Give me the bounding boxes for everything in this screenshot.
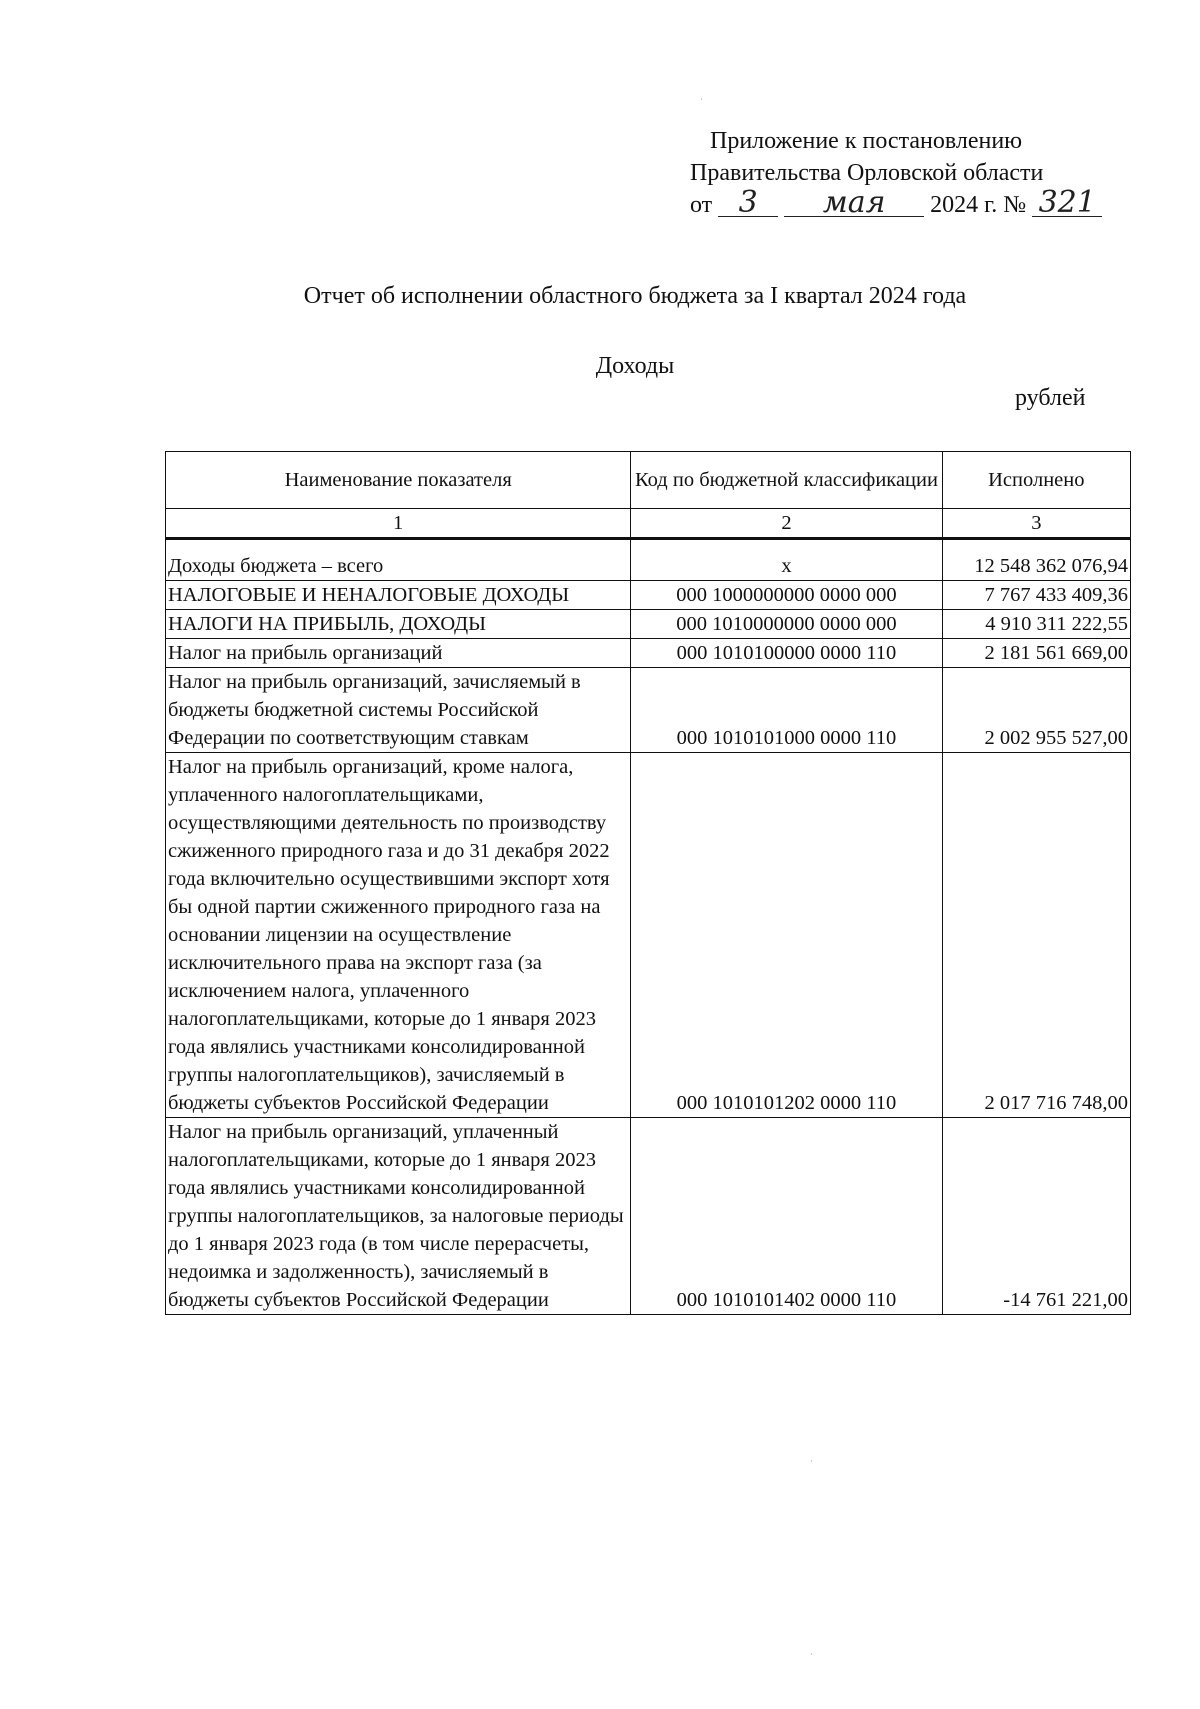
row-amount: 7 767 433 409,36 (942, 581, 1130, 610)
approval-block (690, 125, 1110, 221)
approval-line-1: Приложение к постановлению (710, 128, 1023, 154)
row-name: Налог на прибыль организаций, уплаченный налогоплательщиками, которые до 1 января 2023 года являлись участниками консолидированной группы налогоплательщиков, за налоговые периоды до 1 января 2023 года (в том числе перерасчеты, недоимка и задолженность), зачисляемый в бюджеты субъектов Российской Федерации (166, 1118, 631, 1315)
approval-date-line (690, 185, 1110, 221)
table-row (166, 668, 1131, 753)
table-row (166, 539, 1131, 581)
header-name: Наименование показателя (166, 452, 631, 509)
row-name: Доходы бюджета – всего (166, 539, 631, 581)
row-amount: 4 910 311 222,55 (942, 610, 1130, 639)
row-name: НАЛОГОВЫЕ И НЕНАЛОГОВЫЕ ДОХОДЫ (166, 581, 631, 610)
approval-line-2: Правительства Орловской области (690, 160, 1044, 186)
unit-label: рублей (1015, 385, 1086, 411)
table-row (166, 1118, 1131, 1315)
column-number: 3 (942, 509, 1130, 539)
table-row (166, 610, 1131, 639)
header-code: Код по бюджетной классификации (631, 452, 942, 509)
row-amount: 2 181 561 669,00 (942, 639, 1130, 668)
date-prefix: от (690, 192, 713, 218)
row-code: 000 1010100000 0000 110 (631, 639, 942, 668)
year-text: 2024 г. № (930, 192, 1027, 218)
row-code: 000 1010101402 0000 110 (631, 1118, 942, 1315)
row-amount: 12 548 362 076,94 (942, 539, 1130, 581)
income-table (165, 451, 1131, 1315)
row-amount: -14 761 221,00 (942, 1118, 1130, 1315)
row-amount: 2 002 955 527,00 (942, 668, 1130, 753)
section-title: Доходы (595, 353, 675, 379)
handwritten-month: мая (784, 190, 924, 217)
table-row (166, 753, 1131, 1118)
row-name: НАЛОГИ НА ПРИБЫЛЬ, ДОХОДЫ (166, 610, 631, 639)
row-code: x (631, 539, 942, 581)
header-executed: Исполнено (942, 452, 1130, 509)
handwritten-number: 321 (1032, 190, 1102, 217)
row-name: Налог на прибыль организаций, кроме налога, уплаченного налогоплательщиками, осуществляющими деятельность по производству сжиженного природного газа и до 31 декабря 2022 года включительно осуществившими экспорт хотя бы одной партии сжиженного природного газа на основании лицензии на осуществление исключительного права на экспорт газа (за исключением налога, уплаченного налогоплательщиками, которые до 1 января 2023 года являлись участниками консолидированной группы налогоплательщиков), зачисляемый в бюджеты субъектов Российской Федерации (166, 753, 631, 1118)
row-name: Налог на прибыль организаций, зачисляемый в бюджеты бюджетной системы Российской Федерации по соответствующим ставкам (166, 668, 631, 753)
row-code: 000 1010000000 0000 000 (631, 610, 942, 639)
table-row (166, 639, 1131, 668)
column-number: 2 (631, 509, 942, 539)
row-code: 000 1000000000 0000 000 (631, 581, 942, 610)
column-number-row (166, 509, 1131, 539)
table-row (166, 581, 1131, 610)
handwritten-day: 3 (718, 190, 778, 217)
scan-speck: · (810, 1457, 813, 1466)
table-header-row (166, 452, 1131, 509)
column-number: 1 (166, 509, 631, 539)
scan-speck: · (810, 1650, 813, 1659)
row-name: Налог на прибыль организаций (166, 639, 631, 668)
scan-speck: · (700, 95, 703, 104)
row-code: 000 1010101000 0000 110 (631, 668, 942, 753)
row-amount: 2 017 716 748,00 (942, 753, 1130, 1118)
row-code: 000 1010101202 0000 110 (631, 753, 942, 1118)
report-title: Отчет об исполнении областного бюджета за I квартал 2024 года (303, 283, 967, 309)
